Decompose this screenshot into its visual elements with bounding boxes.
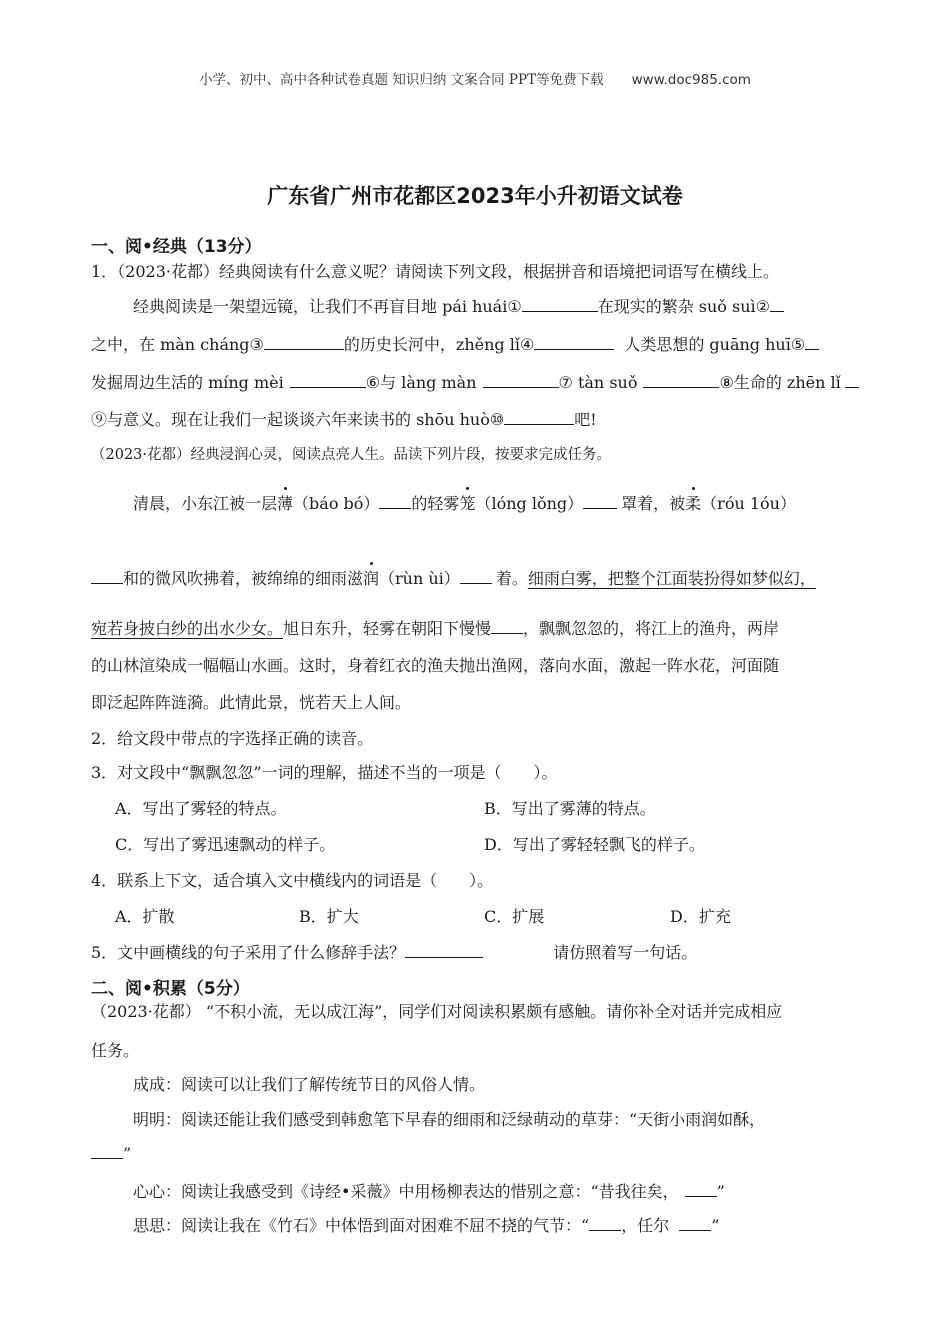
q1-text: 之中，在 màn cháng③	[91, 335, 264, 354]
page-header	[0, 68, 950, 88]
dialogue-text: ，任尔	[621, 1216, 670, 1235]
answer-blank[interactable]	[583, 491, 617, 509]
dialogue-sisi	[133, 1213, 719, 1236]
answer-blank-10[interactable]	[504, 407, 574, 425]
q4-option-c[interactable]: C．扩展	[484, 907, 545, 926]
q3-option-a[interactable]: A．写出了雾轻的特点。	[115, 799, 287, 818]
answer-blank[interactable]	[460, 566, 492, 584]
pinyin-choice: （róu 1óu）	[701, 494, 796, 513]
q1-line2	[91, 332, 819, 355]
answer-blank-1[interactable]	[522, 294, 598, 312]
q1-text: ⑧生命的 zhēn lǐ	[719, 373, 841, 392]
section2-heading: 二、阅•积累（5分）	[91, 979, 250, 999]
q3-stem: 3．对文段中“飘飘忽忽”一词的理解，描述不当的一项是（ ）。	[91, 763, 558, 782]
dialogue-mingming-cont	[91, 1141, 131, 1163]
dialogue-text: 心心：阅读让我感受到《诗经•采薇》中用杨柳表达的惜别之意：“昔我往矣，	[133, 1182, 679, 1201]
passage-text: 旭日东升，轻雾在朝阳下慢慢	[283, 619, 492, 638]
passage-text: ，飘飘忽忽的，将江上的渔舟，两岸	[523, 619, 780, 638]
passage-line2	[91, 566, 816, 589]
q1-text: ⑥与 làng màn	[365, 373, 477, 392]
answer-blank[interactable]	[91, 566, 123, 584]
q5-text: 5．文中画横线的句子采用了什么修辞手法？	[91, 943, 406, 962]
q5	[91, 940, 697, 963]
passage-line4: 的山林渲染成一幅幅山水画。这时，身着红衣的渔夫抛出渔网，落向水面，激起一阵水花，河面随	[91, 656, 780, 675]
dotted-char: 薄	[277, 491, 293, 514]
q2: 2．给文段中带点的字选择正确的读音。	[91, 729, 374, 748]
answer-blank-5[interactable]	[805, 332, 819, 350]
dialogue-chengcheng: 成成：阅读可以让我们了解传统节日的风俗人情。	[133, 1075, 486, 1094]
passage-line5: 即泛起阵阵涟漪。此情此景，恍若天上人间。	[91, 693, 412, 712]
q4-option-d[interactable]: D．扩充	[670, 907, 731, 926]
answer-blank[interactable]	[589, 1213, 621, 1231]
q3-option-d[interactable]: D．写出了雾轻轻飘飞的样子。	[484, 835, 705, 854]
answer-blank-8[interactable]	[643, 370, 719, 388]
passage-text: 清晨，小东江被一层	[133, 494, 278, 513]
q1-line4	[91, 407, 597, 430]
pinyin-choice: （rùn ùi）	[379, 569, 460, 588]
section1-heading: 一、阅•经典（13分）	[91, 237, 262, 257]
quote-mark: ”	[716, 1182, 725, 1201]
dotted-char: 柔	[685, 491, 701, 514]
q3-option-c[interactable]: C．写出了雾迅速飘动的样子。	[115, 835, 336, 854]
q1-text: 发掘周边生活的 míng mèi	[91, 373, 284, 392]
q1-text: 的历史长河中，zhěng lǐ④	[343, 335, 535, 354]
q1-text: ⑦ tàn suǒ	[558, 373, 638, 392]
pinyin-choice: （lóng lǒng）	[475, 494, 584, 513]
underlined-sentence: 宛若身披白纱的出水少女。	[91, 619, 284, 638]
q1-text: ⑨与意义。现在让我们一起谈谈六年来读书的 shōu huò⑩	[91, 410, 505, 429]
answer-blank-3[interactable]	[264, 332, 344, 350]
answer-blank-2[interactable]	[770, 294, 784, 312]
passage-text: 的轻雾	[411, 494, 460, 513]
passage-line3	[91, 616, 779, 639]
q1-text: 经典阅读是一架望远镜，让我们不再盲目地 pái huái①	[133, 297, 522, 316]
header-text: 小学、初中、高中各种试卷真题 知识归纳 文案合同 PPT等免费下载	[199, 72, 604, 88]
header-site: www.doc985.com	[631, 72, 751, 88]
passage-text: 和的微风吹拂着，被绵绵的细雨滋	[123, 569, 364, 588]
dialogue-xinxin	[133, 1179, 725, 1202]
q4-option-b[interactable]: B．扩大	[299, 907, 359, 926]
answer-blank[interactable]	[491, 616, 523, 634]
answer-blank-9[interactable]	[845, 370, 859, 388]
pinyin-choice: （báo bó）	[293, 494, 380, 513]
q4-option-a[interactable]: A．扩散	[115, 907, 175, 926]
answer-blank[interactable]	[685, 1179, 717, 1197]
quote-mark: ”	[711, 1216, 720, 1235]
q4-stem: 4．联系上下文，适合填入文中横线内的词语是（ ）。	[91, 871, 494, 890]
passage-text: 着。	[495, 569, 528, 588]
q1-intro: 1．（2023·花都）经典阅读有什么意义呢？请阅读下列文段，根据拼音和语境把词语写在横线上。	[91, 262, 779, 281]
answer-blank-6[interactable]	[290, 370, 366, 388]
dialogue-text: 思思：阅读让我在《竹石》中体悟到面对困难不屈不挠的气节：“	[133, 1216, 590, 1235]
dotted-char: 润	[363, 566, 379, 589]
q3-option-b[interactable]: B．写出了雾薄的特点。	[484, 799, 656, 818]
dotted-char: 笼	[459, 491, 475, 514]
passage-intro: （2023·花都）经典浸润心灵，阅读点亮人生。品读下列片段，按要求完成任务。	[91, 447, 612, 463]
section2-intro: （2023·花都） “不积小流，无以成江海”，同学们对阅读积累颇有感触。请你补全对话并完成相应	[91, 1002, 783, 1021]
q1-text: 人类思想的 guāng huī⑤	[624, 335, 806, 354]
exam-title: 广东省广州市花都区2023年小升初语文试卷	[267, 184, 683, 208]
q1-line1	[133, 294, 784, 317]
answer-blank[interactable]	[379, 491, 411, 509]
q1-text: 在现实的繁杂 suǒ suì②	[597, 297, 770, 316]
dialogue-mingming: 明明：阅读还能让我们感受到韩愈笔下早春的细雨和泛绿萌动的草芽：“天街小雨润如酥，	[133, 1110, 766, 1129]
quote-mark: ”	[123, 1143, 132, 1163]
q1-text: 吧!	[574, 410, 597, 429]
answer-blank[interactable]	[91, 1141, 123, 1159]
q1-line3	[91, 370, 859, 393]
section2-intro-cont: 任务。	[91, 1041, 140, 1060]
answer-blank-4[interactable]	[534, 332, 614, 350]
answer-blank[interactable]	[679, 1213, 711, 1231]
passage-line1	[133, 491, 796, 514]
q5-text: 请仿照着写一句话。	[553, 943, 698, 962]
underlined-sentence: 细雨白雾，把整个江面装扮得如梦似幻，	[527, 569, 816, 588]
answer-blank[interactable]	[405, 940, 483, 958]
passage-text: 罩着，被	[621, 494, 686, 513]
answer-blank-7[interactable]	[483, 370, 559, 388]
